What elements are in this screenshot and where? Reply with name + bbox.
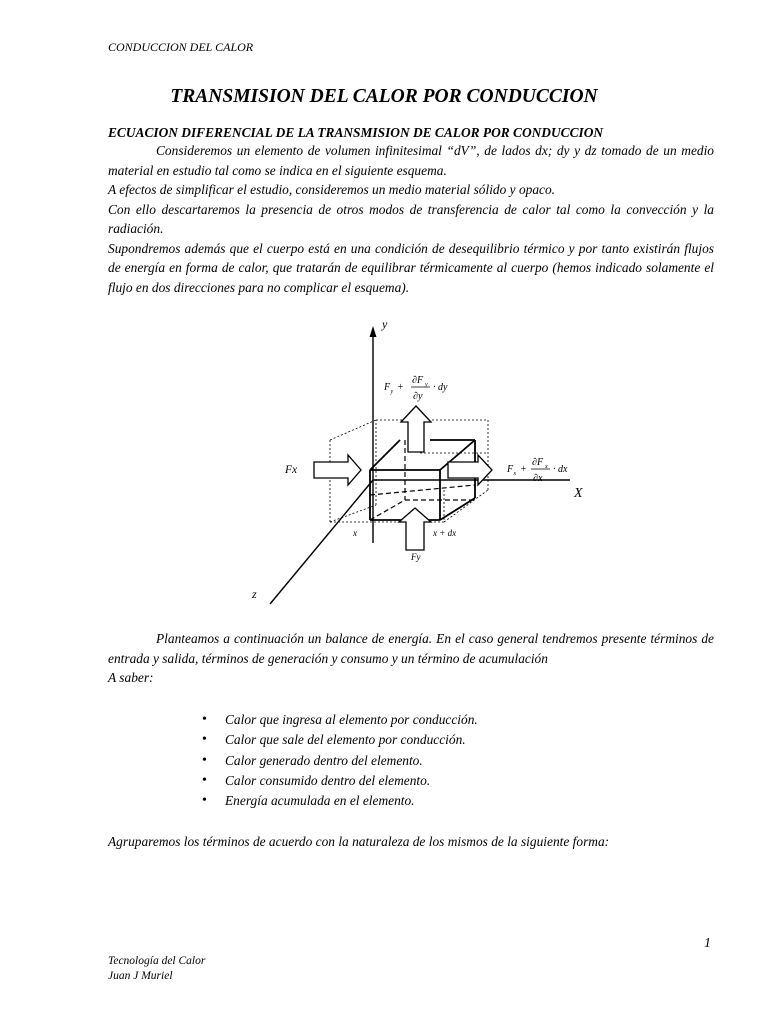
svg-text:∂y: ∂y (413, 391, 423, 402)
list-item: • Energía acumulada en el elemento. (198, 791, 478, 811)
y-axis-label: y (382, 317, 388, 331)
svg-text:· dx: · dx (553, 464, 568, 475)
y-axis-arrowhead (370, 326, 377, 337)
svg-text:+: + (520, 464, 527, 475)
svg-text:∂F: ∂F (532, 457, 544, 468)
list-item: • Calor que ingresa al elemento por conducción. (198, 710, 478, 730)
svg-text:· dy: · dy (433, 382, 448, 393)
svg-text:x: x (513, 471, 517, 477)
intro-paragraph-3: Con ello descartaremos la presencia de otros modos de transferencia de calor tal como la convección y la radiación. (108, 201, 714, 236)
x-axis-label: X (574, 486, 583, 501)
footer-course: Tecnología del Calor (108, 955, 206, 967)
x-position-label: x (353, 528, 357, 538)
svg-text:+: + (397, 382, 404, 393)
flux-in-x-label: Fx (285, 464, 298, 476)
running-header: CONDUCCION DEL CALOR (108, 40, 254, 54)
grouping-sentence: Agruparemos los términos de acuerdo con la naturaleza de los mismos de la siguiente forma: (108, 834, 610, 849)
z-axis-line (270, 480, 373, 604)
x-plus-dx-label: x + dx (433, 528, 457, 538)
svg-text:∂x: ∂x (533, 473, 543, 484)
footer-author: Juan J Muriel (108, 970, 173, 982)
energy-terms-list (198, 710, 478, 811)
intro-paragraph-4: Supondremos además que el cuerpo está en una condición de desequilibrio térmico y por tanto existirán flujos de energía en forma de calor, que tratarán de equilibrar térmicamente al cuerpo (hemos indicado solamente el flujo en dos direcciones para no complicar el esquema). (108, 240, 714, 295)
svg-text:y: y (390, 389, 394, 395)
intro-paragraph-1: Consideremos un elemento de volumen infinitesimal “dV”, de lados dx; dy y dz tomado de un medio material en estudio tal como se indica en el siguiente esquema. (108, 143, 714, 178)
z-axis-label: z (252, 587, 257, 601)
a-saber-label: A saber: (108, 670, 154, 685)
page-number: 1 (704, 936, 711, 951)
list-item: • Calor consumido dentro del elemento. (198, 771, 478, 791)
flux-out-y-arrow (401, 406, 431, 452)
flux-out-y-formula (383, 375, 448, 402)
flux-in-y-arrow (399, 508, 431, 550)
section-title: ECUACION DIFERENCIAL DE LA TRANSMISION DE CALOR POR CONDUCCION (108, 125, 604, 140)
page-footer (108, 954, 205, 984)
page-title: TRANSMISION DEL CALOR POR CONDUCCION (170, 86, 598, 107)
svg-text:F: F (384, 382, 391, 393)
list-item: • Calor que sale del elemento por conducción. (198, 730, 478, 750)
svg-text:y: y (425, 382, 428, 388)
flux-in-x-arrow (314, 455, 361, 485)
intro-paragraph-2: A efectos de simplificar el estudio, consideremos un medio material sólido y opaco. (108, 182, 556, 197)
balance-text (108, 629, 714, 688)
list-item: • Calor generado dentro del elemento. (198, 751, 478, 771)
svg-text:∂F: ∂F (412, 375, 424, 386)
balance-paragraph: Planteamos a continuación un balance de energía. En el caso general tendremos presente términos de entrada y salida, términos de generación y consumo y un término de acumulación (108, 631, 714, 666)
intro-text (108, 141, 714, 297)
svg-text:x: x (545, 464, 548, 470)
flux-in-y-label: Fy (411, 552, 421, 562)
svg-text:F: F (507, 464, 514, 475)
volume-element-diagram (230, 310, 610, 610)
